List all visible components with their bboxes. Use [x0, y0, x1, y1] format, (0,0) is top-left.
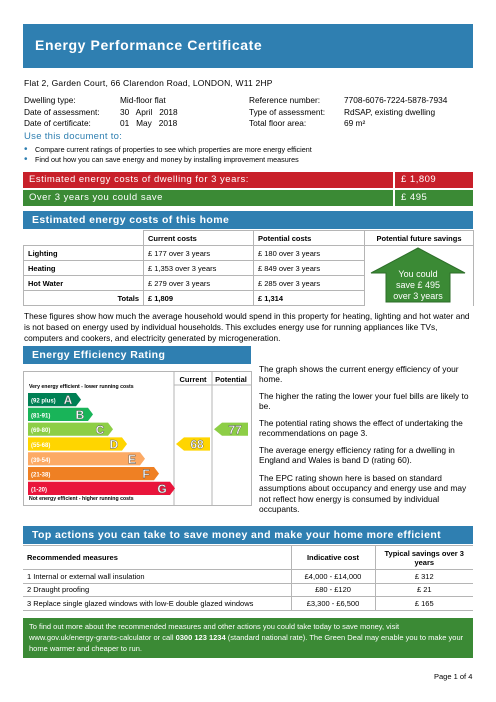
measure-cost: £4,000 - £14,000 — [291, 570, 375, 584]
measure-saving: £ 312 — [375, 570, 473, 584]
band-range-label: (92 plus) — [31, 398, 56, 405]
more-info-text-end: (standard national rate). The Green Deal may enable you to make your home warmer and cheaper to run. — [29, 633, 464, 653]
costs-header-row — [24, 231, 474, 246]
savings-arrow-shape — [370, 247, 466, 303]
row-potential: £ 285 over 3 years — [254, 276, 365, 291]
table-row — [23, 570, 473, 584]
cost-header: Indicative cost — [291, 546, 375, 570]
potential-column-header: Potential — [215, 375, 247, 384]
certificate-title: Energy Performance Certificate — [35, 37, 263, 53]
actions-section-header — [23, 526, 473, 544]
efficiency-paragraph: The average energy efficiency rating for a dwelling in England and Wales is band D (rating 60). — [259, 445, 455, 466]
band-letter: B — [75, 408, 85, 422]
total-potential: £ 1,314 — [254, 291, 365, 306]
row-current: £ 279 over 3 years — [144, 276, 254, 291]
estimated-cost-label: Estimated energy costs of dwelling for 3 years: — [29, 174, 249, 185]
row-potential: £ 180 over 3 years — [254, 246, 365, 261]
costs-explanation: These figures show how much the average household would spend in this property for heating, lighting and hot water and is not based on energy used by individual households. This excludes energy use for running appliances like TVs, computers and cookers, and electricity generated by microgeneration. — [24, 311, 470, 343]
assessment-type-label: Type of assessment: — [249, 106, 326, 117]
row-name: Heating — [24, 261, 144, 276]
savings-label: Over 3 years you could save — [29, 192, 163, 203]
phone-number: 0300 123 1234 — [175, 633, 226, 642]
reference-value: 7708-6076-7224-5878-7934 — [344, 95, 448, 105]
inefficient-label: Not energy efficient - higher running costs — [29, 496, 134, 502]
measure-name: 2 Draught proofing — [23, 583, 291, 597]
band-letter: F — [142, 467, 150, 482]
use-document-title: Use this document to: — [24, 131, 123, 142]
current-costs-header: Current costs — [144, 231, 254, 246]
table-row — [23, 597, 473, 611]
efficiency-section-title: Energy Efficiency Rating — [32, 349, 166, 361]
actions-header-row — [23, 546, 473, 570]
page-number: Page 1 of 4 — [434, 672, 473, 681]
efficient-label: Very energy efficient - lower running costs — [29, 384, 134, 390]
estimated-cost-bar — [23, 172, 473, 188]
measure-saving: £ 165 — [375, 597, 473, 611]
total-current: £ 1,809 — [144, 291, 254, 306]
rating-bands — [28, 393, 175, 496]
bar-divider — [393, 172, 395, 188]
bar-divider — [393, 190, 395, 206]
band-range-label: (39-54) — [31, 457, 51, 464]
measures-header: Recommended measures — [23, 546, 291, 570]
band-letter: D — [109, 437, 119, 452]
efficiency-paragraph: The graph shows the current energy efficiency of your home. — [259, 364, 459, 385]
costs-section-header — [23, 211, 473, 229]
details-right — [249, 95, 448, 130]
potential-rating-marker-value: 77 — [228, 422, 242, 437]
efficiency-chart — [23, 371, 252, 506]
certificate-date-label: Date of certificate: — [24, 118, 91, 128]
row-name: Lighting — [24, 246, 144, 261]
band-letter: C — [95, 422, 105, 437]
band-range-label: (55-68) — [31, 443, 51, 449]
current-column-header: Current — [179, 375, 207, 384]
measure-cost: £3,300 - £6,500 — [291, 597, 375, 611]
assessment-date-label: Date of assessment: — [24, 106, 100, 117]
savings-header: Typical savings over 3 years — [375, 546, 473, 570]
potential-costs-header: Potential costs — [254, 231, 365, 246]
future-savings-header: Potential future savings — [365, 231, 474, 246]
more-info-box — [23, 618, 473, 658]
band-range-label: (21-38) — [31, 472, 51, 479]
dwelling-type-label: Dwelling type: — [24, 95, 76, 105]
row-potential: £ 849 over 3 years — [254, 261, 365, 276]
floor-area-value: 69 m² — [344, 118, 366, 128]
property-address: Flat 2, Garden Court, 66 Clarendon Road, LONDON, W11 2HP — [24, 78, 273, 88]
row-current: £ 177 over 3 years — [144, 246, 254, 261]
actions-section-title: Top actions you can take to save money and make your home more efficient — [32, 529, 442, 541]
band-range-label: (1-20) — [31, 487, 48, 494]
efficiency-chart-svg — [24, 372, 251, 505]
actions-table — [23, 545, 473, 611]
use-bullet: • Compare current ratings of properties to see which properties are more energy efficient — [24, 145, 312, 155]
empty-header-cell — [24, 231, 144, 246]
band-letter: G — [157, 482, 167, 496]
savings-arrow-line3: over 3 years — [393, 291, 443, 301]
measure-name: 3 Replace single glazed windows with low-E double glazed windows — [23, 597, 291, 611]
efficiency-section-header — [23, 346, 251, 364]
efficiency-paragraph: The potential rating shows the effect of undertaking the recommendations on page 3. — [259, 418, 463, 439]
certificate-header — [23, 24, 473, 68]
dwelling-type-value: Mid-floor flat — [120, 95, 166, 105]
row-current: £ 1,353 over 3 years — [144, 261, 254, 276]
measure-name: 1 Internal or external wall insulation — [23, 570, 291, 584]
band-range-label: (69-80) — [31, 428, 51, 435]
efficiency-paragraph: The EPC rating shown here is based on standard assumptions about occupancy and energy use and may not reflect how energy is consumed by individual occupants. — [259, 473, 467, 514]
reference-label: Reference number: — [249, 95, 321, 105]
more-info-text: To find out more about the recommended measures and other actions you could take today to save money, visit www.gov.uk/energy-grants-calculator or call — [29, 622, 400, 642]
band-g — [28, 482, 175, 495]
floor-area-label: Total floor area: — [249, 118, 307, 128]
band-range-label: (81-91) — [31, 413, 51, 420]
measure-cost: £80 - £120 — [291, 583, 375, 597]
measure-saving: £ 21 — [375, 583, 473, 597]
assessment-type-value: RdSAP, existing dwelling — [344, 106, 436, 117]
details-left — [24, 95, 178, 130]
savings-bar — [23, 190, 473, 206]
use-bullet: • Find out how you can save energy and money by installing improvement measures — [24, 155, 312, 165]
totals-label: Totals — [24, 291, 144, 306]
assessment-date-value: 30 April 2018 — [120, 106, 178, 117]
estimated-cost-value: £ 1,809 — [401, 174, 437, 185]
current-rating-marker-value: 68 — [190, 437, 204, 452]
band-letter: A — [63, 393, 73, 408]
row-name: Hot Water — [24, 276, 144, 291]
savings-arrow-line2: save £ 495 — [395, 280, 441, 290]
use-document-list — [24, 145, 312, 165]
band-letter: E — [127, 452, 137, 467]
certificate-date-value: 01 May 2018 — [120, 118, 178, 128]
efficiency-paragraph: The higher the rating the lower your fuel bills are likely to be. — [259, 391, 469, 412]
savings-arrow-line1: You could — [398, 269, 438, 279]
table-row — [23, 583, 473, 597]
savings-value: £ 495 — [401, 192, 428, 203]
savings-arrow — [370, 247, 466, 303]
costs-section-title: Estimated energy costs of this home — [32, 214, 230, 226]
